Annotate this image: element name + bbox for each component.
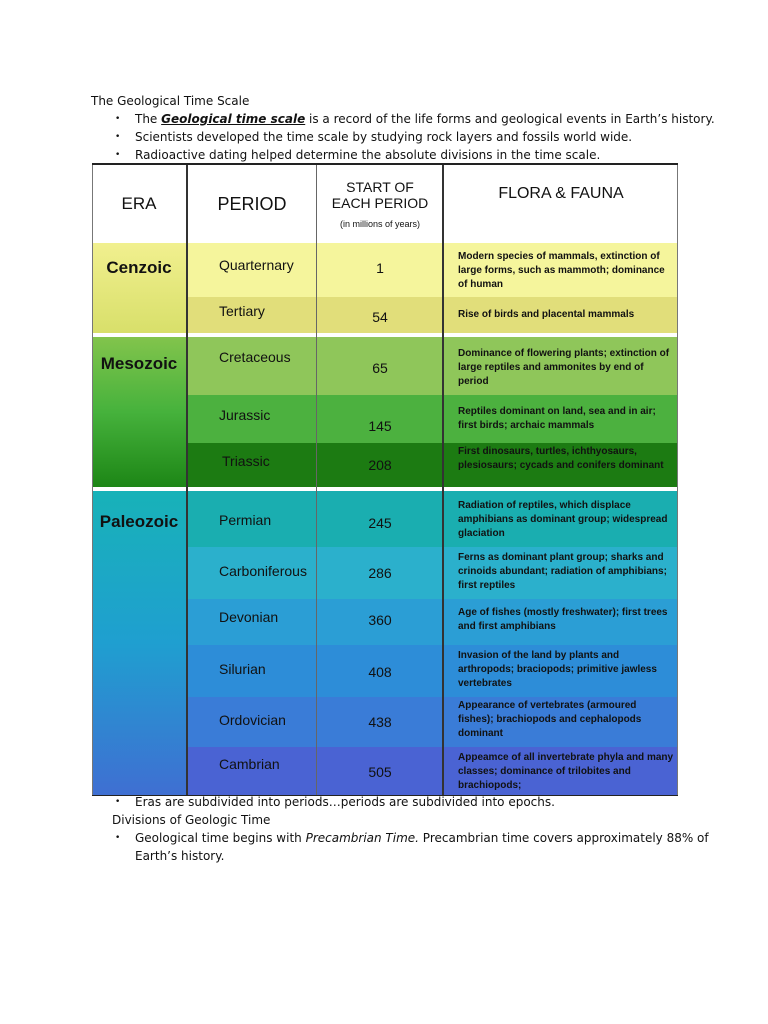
- table-row: [92, 747, 678, 795]
- period-start: 54: [372, 309, 388, 325]
- period-description: Rise of birds and placental mammals: [458, 309, 635, 320]
- era-label-mesozoic: Mesozoic: [100, 354, 178, 373]
- table-row: [92, 337, 678, 395]
- period-name: Silurian: [219, 661, 266, 677]
- period-description: First dinosaurs, turtles, ichthyosaurs, plesiosaurs; cycads and conifers dominant: [458, 446, 664, 471]
- after-table-text: [0, 793, 768, 865]
- period-name: Cretaceous: [219, 349, 291, 365]
- intro-bullet-list: [0, 110, 768, 164]
- column-divider: [677, 165, 678, 795]
- period-start: 505: [368, 764, 392, 780]
- period-start: 408: [368, 664, 392, 680]
- period-description: Age of fishes (mostly freshwater); first trees and first amphibians: [458, 607, 668, 632]
- period-start: 145: [368, 418, 392, 434]
- precambrian-term: Precambrian Time.: [305, 831, 419, 845]
- period-start: 286: [368, 565, 392, 581]
- after-bullet-1: • Eras are subdivided into periods…periods are subdivided into epochs.: [115, 795, 555, 809]
- section-heading: Divisions of Geologic Time: [112, 813, 271, 827]
- period-description: Invasion of the land by plants and arthropods; braciopods; primitive jawless vertebrates: [458, 650, 657, 689]
- table-row: [92, 491, 678, 547]
- period-start: 1: [376, 260, 384, 276]
- header-era: ERA: [121, 194, 157, 213]
- intro-bullet-2: • Scientists developed the time scale by studying rock layers and fossils world wide.: [115, 130, 633, 144]
- header-start: START OF EACH PERIOD (in millions of years): [331, 179, 429, 229]
- column-divider: [186, 165, 188, 795]
- period-name: Triassic: [222, 453, 270, 469]
- table-row: [92, 547, 678, 599]
- bullet-dot: •: [115, 150, 121, 160]
- period-name: Tertiary: [219, 303, 265, 319]
- table-row: [92, 599, 678, 645]
- intro-bullet-1: • The Geological time scale is a record of the life forms and geological events in Earth’s history.: [115, 112, 715, 126]
- period-description: Appearance of vertebrates (armoured fishes); brachiopods and cephalopods dominant: [458, 700, 642, 739]
- column-divider: [316, 165, 317, 795]
- after-bullet-2-continued: Earth’s history.: [135, 849, 225, 863]
- period-description: Appeamce of all invertebrate phyla and many classes; dominance of trilobites and brachiopods;: [458, 752, 674, 791]
- column-divider: [442, 165, 444, 795]
- period-start: 208: [368, 457, 392, 473]
- bullet-dot: •: [115, 114, 121, 124]
- period-name: Quarternary: [219, 257, 294, 273]
- period-start: 360: [368, 612, 392, 628]
- table-row: [92, 645, 678, 697]
- header-period: PERIOD: [217, 193, 287, 214]
- period-name: Ordovician: [219, 712, 286, 728]
- period-start: 245: [368, 515, 392, 531]
- era-label-paleozoic: Paleozoic: [99, 512, 179, 531]
- era-label-cenzoic: Cenzoic: [106, 258, 172, 277]
- period-start: 438: [368, 714, 392, 730]
- period-description: Radiation of reptiles, which displace amphibians as dominant group; widespread glaciation: [458, 500, 668, 539]
- geological-time-table: [92, 163, 678, 796]
- period-description: Dominance of flowering plants; extinction of large reptiles and ammonites by end of period: [458, 348, 670, 387]
- table-row: [92, 697, 678, 747]
- geological-time-scale-term: Geological time scale: [161, 112, 306, 126]
- period-name: Cambrian: [219, 756, 280, 772]
- table-row: [92, 395, 678, 443]
- column-divider: [92, 165, 93, 795]
- table-row: [92, 297, 678, 333]
- period-name: Permian: [219, 512, 272, 528]
- header-flora-fauna: FLORA & FAUNA: [498, 185, 624, 202]
- period-description: Modern species of mammals, extinction of large forms, such as mammoth; dominance of human: [458, 251, 665, 290]
- period-start: 65: [372, 360, 388, 376]
- after-bullet-2: • Geological time begins with Precambrian Time. Precambrian time covers approximately 88% of: [115, 831, 709, 845]
- bullet-dot: •: [115, 833, 121, 843]
- period-description: Ferns as dominant plant group; sharks and crinoids abundant; radiation of amphibians; first reptiles: [458, 552, 667, 591]
- bullet-dot: •: [115, 797, 121, 807]
- table-row: [92, 243, 678, 297]
- period-name: Carboniferous: [219, 563, 307, 579]
- period-description: Reptiles dominant on land, sea and in air; first birds; archaic mammals: [458, 406, 656, 431]
- period-name: Devonian: [219, 609, 279, 625]
- table-row: [92, 443, 678, 487]
- period-name: Jurassic: [219, 407, 271, 423]
- bullet-dot: •: [115, 132, 121, 142]
- intro-bullet-3: • Radioactive dating helped determine the absolute divisions in the time scale.: [115, 148, 601, 162]
- document-title: The Geological Time Scale: [91, 94, 250, 108]
